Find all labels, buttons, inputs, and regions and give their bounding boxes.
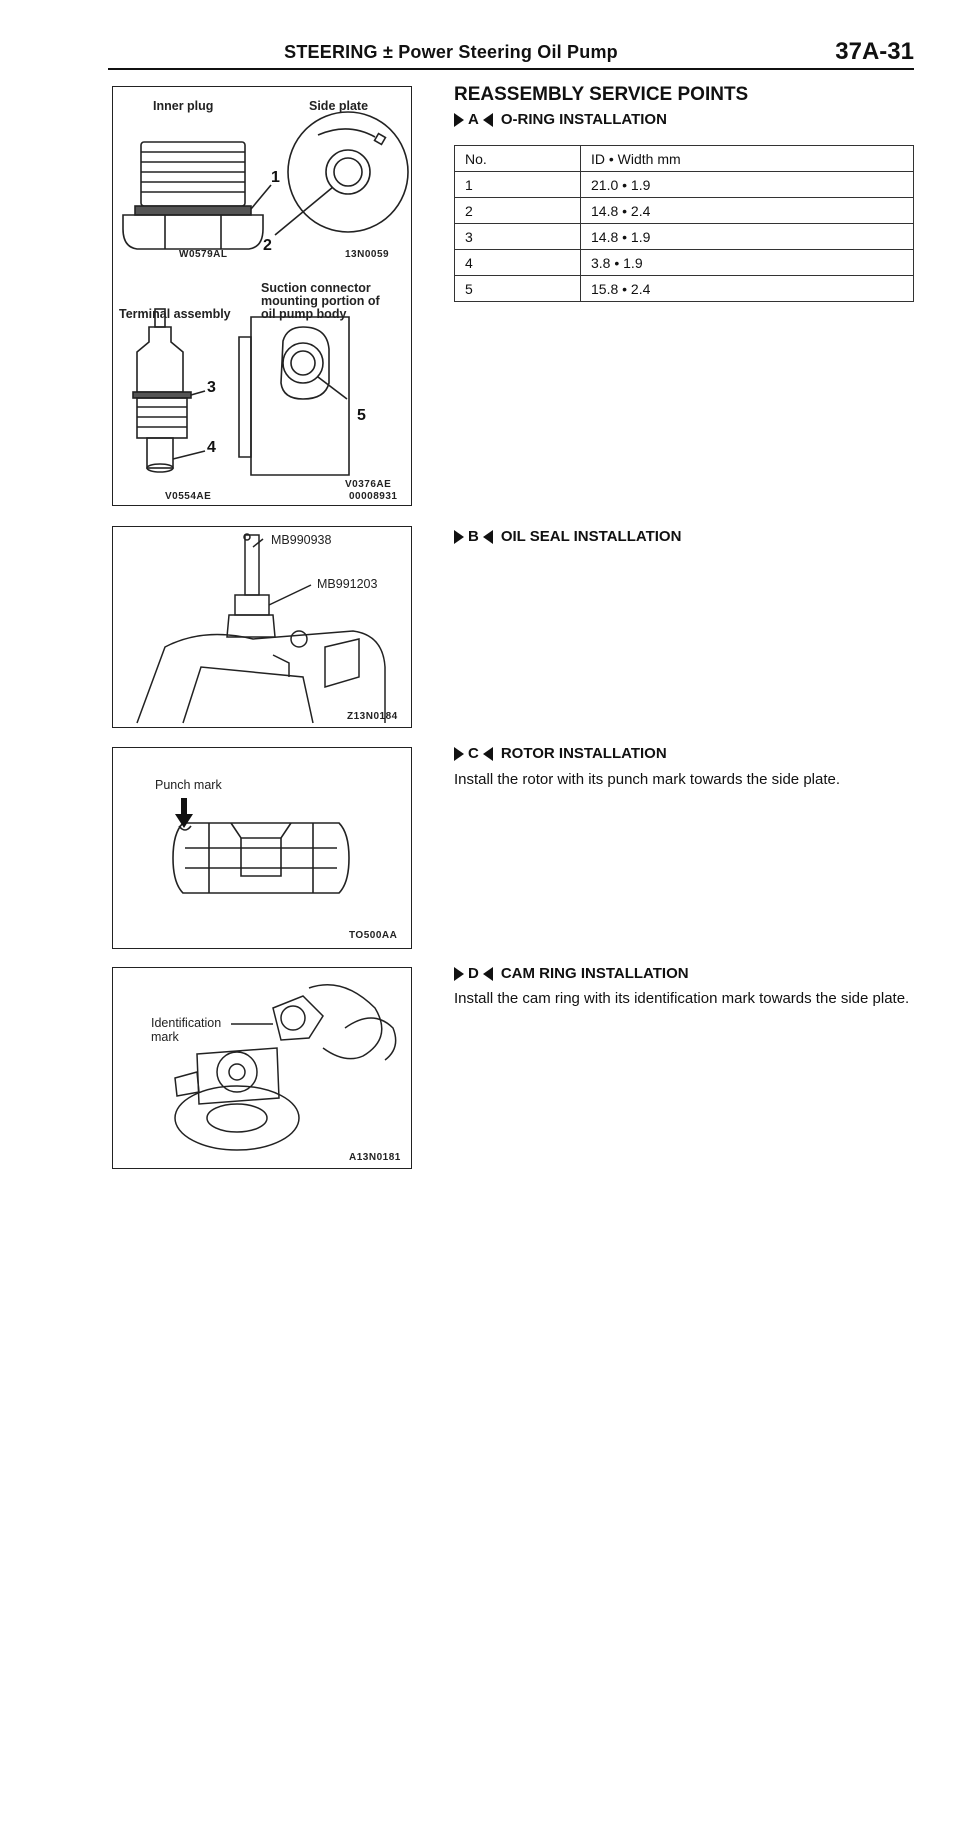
cam-ring-instruction: Install the cam ring with its identification mark towards the side plate. [454, 990, 910, 1007]
left-triangle-icon [483, 747, 493, 761]
oring-figure [112, 86, 412, 506]
table-cell-size: 21.0 • 1.9 [581, 172, 914, 198]
callout-5: 5 [357, 407, 366, 424]
identification-mark-label-1: Identification [151, 1016, 222, 1030]
subhead-d [454, 965, 689, 982]
punch-mark-label: Punch mark [155, 778, 222, 792]
subhead-a [454, 111, 667, 128]
subhead-d-title: CAM RING INSTALLATION [500, 965, 689, 982]
side-plate-label: Side plate [309, 99, 369, 113]
left-triangle-icon [483, 530, 493, 544]
figure-code-13n0059: 13N0059 [345, 249, 390, 260]
identification-mark-label-2: mark [151, 1030, 179, 1044]
cam-ring-figure [112, 967, 412, 1169]
table-cell-size: 14.8 • 2.4 [581, 198, 914, 224]
table-cell-no: 5 [455, 276, 581, 302]
terminal-assembly-label: Terminal assembly [119, 307, 231, 321]
table-row [455, 250, 914, 276]
figure-code-z13n0184: Z13N0184 [347, 711, 398, 722]
callout-3: 3 [207, 379, 216, 396]
subhead-b-letter: B [468, 528, 479, 545]
suction-connector-label-3: oil pump body [261, 307, 347, 321]
left-triangle-icon [483, 967, 493, 981]
table-cell-no: 1 [455, 172, 581, 198]
subhead-b-title: OIL SEAL INSTALLATION [500, 528, 682, 545]
cam-ring-illustration [113, 968, 411, 1168]
table-row [455, 198, 914, 224]
callout-1: 1 [271, 169, 280, 186]
subhead-c-letter: C [468, 745, 479, 762]
figure-code-to500aa: TO500AA [349, 930, 398, 941]
table-header-row [455, 146, 914, 172]
table-row [455, 276, 914, 302]
page-title: STEERING ± Power Steering Oil Pump [284, 42, 618, 62]
table-row [455, 172, 914, 198]
section-title: REASSEMBLY SERVICE POINTS [454, 84, 749, 105]
subhead-a-letter: A [468, 111, 479, 128]
header-rule [108, 68, 914, 70]
table-cell-no: 2 [455, 198, 581, 224]
tool-mb990938-label: MB990938 [271, 533, 332, 547]
subhead-d-letter: D [468, 965, 479, 982]
figure-code-v0376ae: V0376AE [345, 479, 392, 490]
figure-code-a13n0181: A13N0181 [349, 1152, 401, 1163]
table-row [455, 224, 914, 250]
subhead-c [454, 745, 667, 762]
subhead-b [454, 528, 681, 545]
right-triangle-icon [454, 530, 464, 544]
figure-code-w0579al: W0579AL [179, 249, 228, 260]
oil-seal-illustration [113, 527, 411, 727]
rotor-instruction: Install the rotor with its punch mark towards the side plate. [454, 771, 841, 788]
figure-code-00008931: 00008931 [349, 491, 398, 502]
suction-connector-label-2: mounting portion of [261, 294, 380, 308]
left-triangle-icon [483, 113, 493, 127]
inner-plug-label: Inner plug [153, 99, 214, 113]
table-cell-size: 14.8 • 1.9 [581, 224, 914, 250]
rotor-figure [112, 747, 412, 949]
table-cell-size: 3.8 • 1.9 [581, 250, 914, 276]
page-header [108, 40, 914, 68]
right-triangle-icon [454, 113, 464, 127]
tool-mb991203-label: MB991203 [317, 577, 378, 591]
table-header-size: ID • Width mm [581, 146, 914, 172]
callout-2: 2 [263, 237, 272, 254]
figure-code-v0554ae: V0554AE [165, 491, 212, 502]
suction-connector-label-1: Suction connector [261, 281, 371, 295]
oil-seal-figure [112, 526, 412, 728]
table-cell-no: 3 [455, 224, 581, 250]
page-number: 37A-31 [835, 38, 914, 65]
oring-table [454, 145, 914, 302]
subhead-a-title: O-RING INSTALLATION [500, 111, 667, 128]
right-triangle-icon [454, 967, 464, 981]
table-cell-no: 4 [455, 250, 581, 276]
right-triangle-icon [454, 747, 464, 761]
table-header-no: No. [455, 146, 581, 172]
table-cell-size: 15.8 • 2.4 [581, 276, 914, 302]
subhead-c-title: ROTOR INSTALLATION [500, 745, 667, 762]
callout-4: 4 [207, 439, 216, 456]
